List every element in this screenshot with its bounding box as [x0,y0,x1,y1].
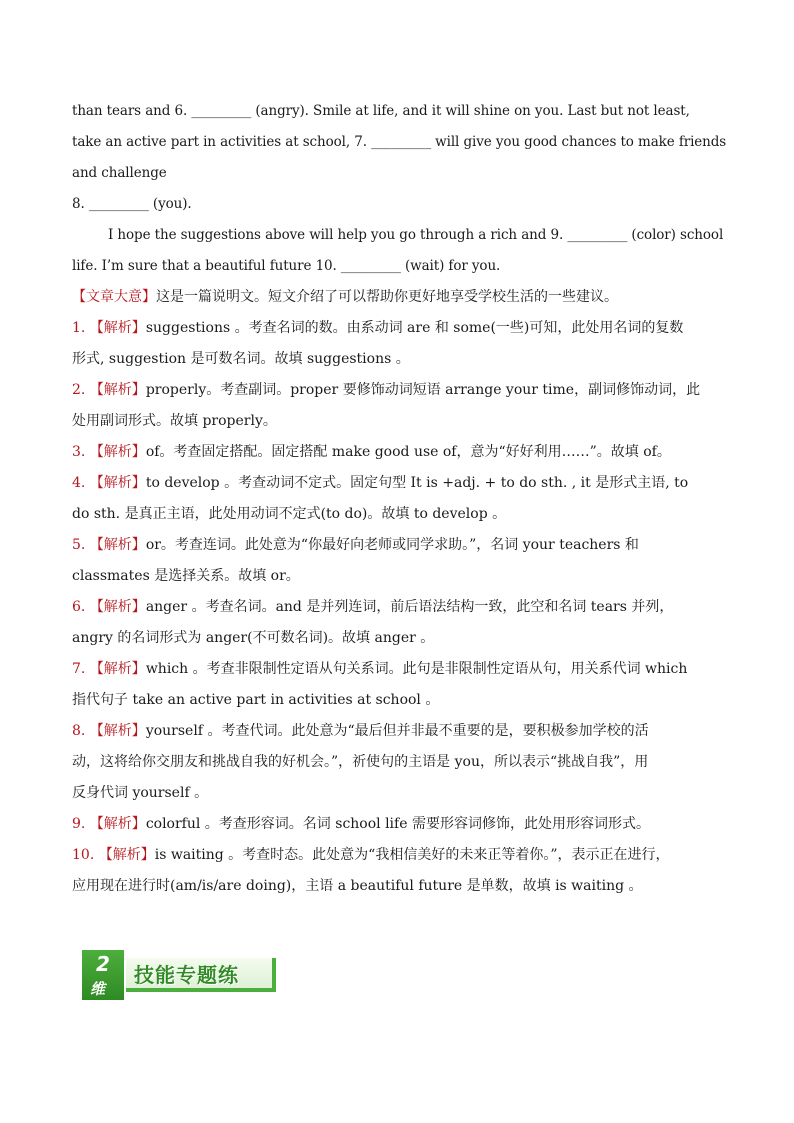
answer-label: 8. 【解析】 [72,723,146,739]
answer-label: 4. 【解析】 [72,475,146,491]
answer-line [72,375,726,406]
answer-text: angry 的名词形式为 anger(不可数名词)。故填 anger 。 [72,630,435,646]
passage-line-2: take an active part in activities at school, 7. _________ will give you good chances to make friends [72,134,727,150]
answer-line [72,530,726,561]
answer-line [72,592,726,623]
answer-text: do sth. 是真正主语，此处用动词不定式(to do)。故填 to develop 。 [72,506,507,522]
answer-line [72,282,726,313]
answer-label: 6. 【解析】 [72,599,146,615]
section-char: 维 [90,980,106,998]
section-title: 技能专题练 [134,963,239,987]
section-number: 2 [96,952,110,976]
answer-text: 动，这将给你交朋友和挑战自我的好机会。”，祈使句的主语是 you，所以表示“挑战自我”，用 [72,754,649,770]
answer-line [72,685,726,716]
passage-line-3: and challenge [72,165,167,181]
answer-label: 5. 【解析】 [72,537,146,553]
answer-text: which 。考查非限制性定语从句关系词。此句是非限制性定语从句，用关系代词 which [145,661,688,677]
answer-label: 7. 【解析】 [72,661,146,677]
answer-line [72,561,726,592]
answer-label: 1. 【解析】 [72,320,146,336]
answer-label: 2. 【解析】 [72,382,146,398]
passage-line-6: life. I’m sure that a beautiful future 10. _________ (wait) for you. [72,258,501,274]
answer-line [72,871,726,902]
answer-line [72,809,726,840]
answer-line [72,468,726,499]
answer-label: 10. 【解析】 [72,847,155,863]
answer-text: is waiting 。考查时态。此处意为“我相信美好的未来正等着你。”，表示正在进行， [154,847,670,863]
answer-text: of。考查固定搭配。固定搭配 make good use of，意为“好好利用……”。故填 of。 [145,444,671,460]
answer-text: 这是一篇说明文。短文介绍了可以帮助你更好地享受学校生活的一些建议。 [156,289,618,305]
answer-label: 3. 【解析】 [72,444,146,460]
answer-text: yourself 。考查代词。此处意为“最后但并非最不重要的是，要积极参加学校的活 [145,723,649,739]
answer-text: classmates 是选择关系。故填 or。 [72,568,300,584]
answer-text: colorful 。考查形容词。名词 school life 需要形容词修饰，此处用形容词形式。 [145,816,650,832]
answer-text: 反身代词 yourself 。 [72,785,209,801]
answer-label: 【文章大意】 [72,289,156,305]
answer-line [72,499,726,530]
passage-line-5: I hope the suggestions above will help you go through a rich and 9. _________ (color) school [108,227,724,243]
answer-line [72,654,726,685]
section-badge [82,950,124,1000]
answer-text: anger 。考查名词。and 是并列连词，前后语法结构一致，此空和名词 tears 并列， [145,599,674,615]
answer-line [72,406,726,437]
answer-text: 指代句子 take an active part in activities at school 。 [72,692,440,708]
answer-text: suggestions 。考查名词的数。由系动词 are 和 some(一些)可知，此处用名词的复数 [145,320,684,336]
answer-line [72,313,726,344]
answer-text: 处用副词形式。故填 properly。 [72,413,277,429]
section-ribbon [126,958,276,992]
answer-line [72,716,726,747]
answer-text: to develop 。考查动词不定式。固定句型 It is +adj. + to do sth. , it 是形式主语, to [145,475,689,491]
answer-line [72,747,726,778]
answer-line [72,778,726,809]
answer-line [72,623,726,654]
answer-line [72,344,726,375]
answer-text: 形式, suggestion 是可数名词。故填 suggestions 。 [72,351,410,367]
answer-text: 应用现在进行时(am/is/are doing)，主语 a beautiful future 是单数，故填 is waiting 。 [72,878,643,894]
passage-line-4: 8. _________ (you). [72,196,192,212]
answer-text: or。考查连词。此处意为“你最好向老师或同学求助。”，名词 your teachers 和 [145,537,639,553]
answer-line [72,437,726,468]
answer-text: properly。考查副词。proper 要修饰动词短语 arrange your time，副词修饰动词，此 [145,382,701,398]
document-body [72,96,726,902]
answer-label: 9. 【解析】 [72,816,146,832]
passage-line-1: than tears and 6. _________ (angry). Smile at life, and it will shine on you. Last but not least, [72,103,690,119]
section-banner [82,948,278,1004]
answer-line [72,840,726,871]
